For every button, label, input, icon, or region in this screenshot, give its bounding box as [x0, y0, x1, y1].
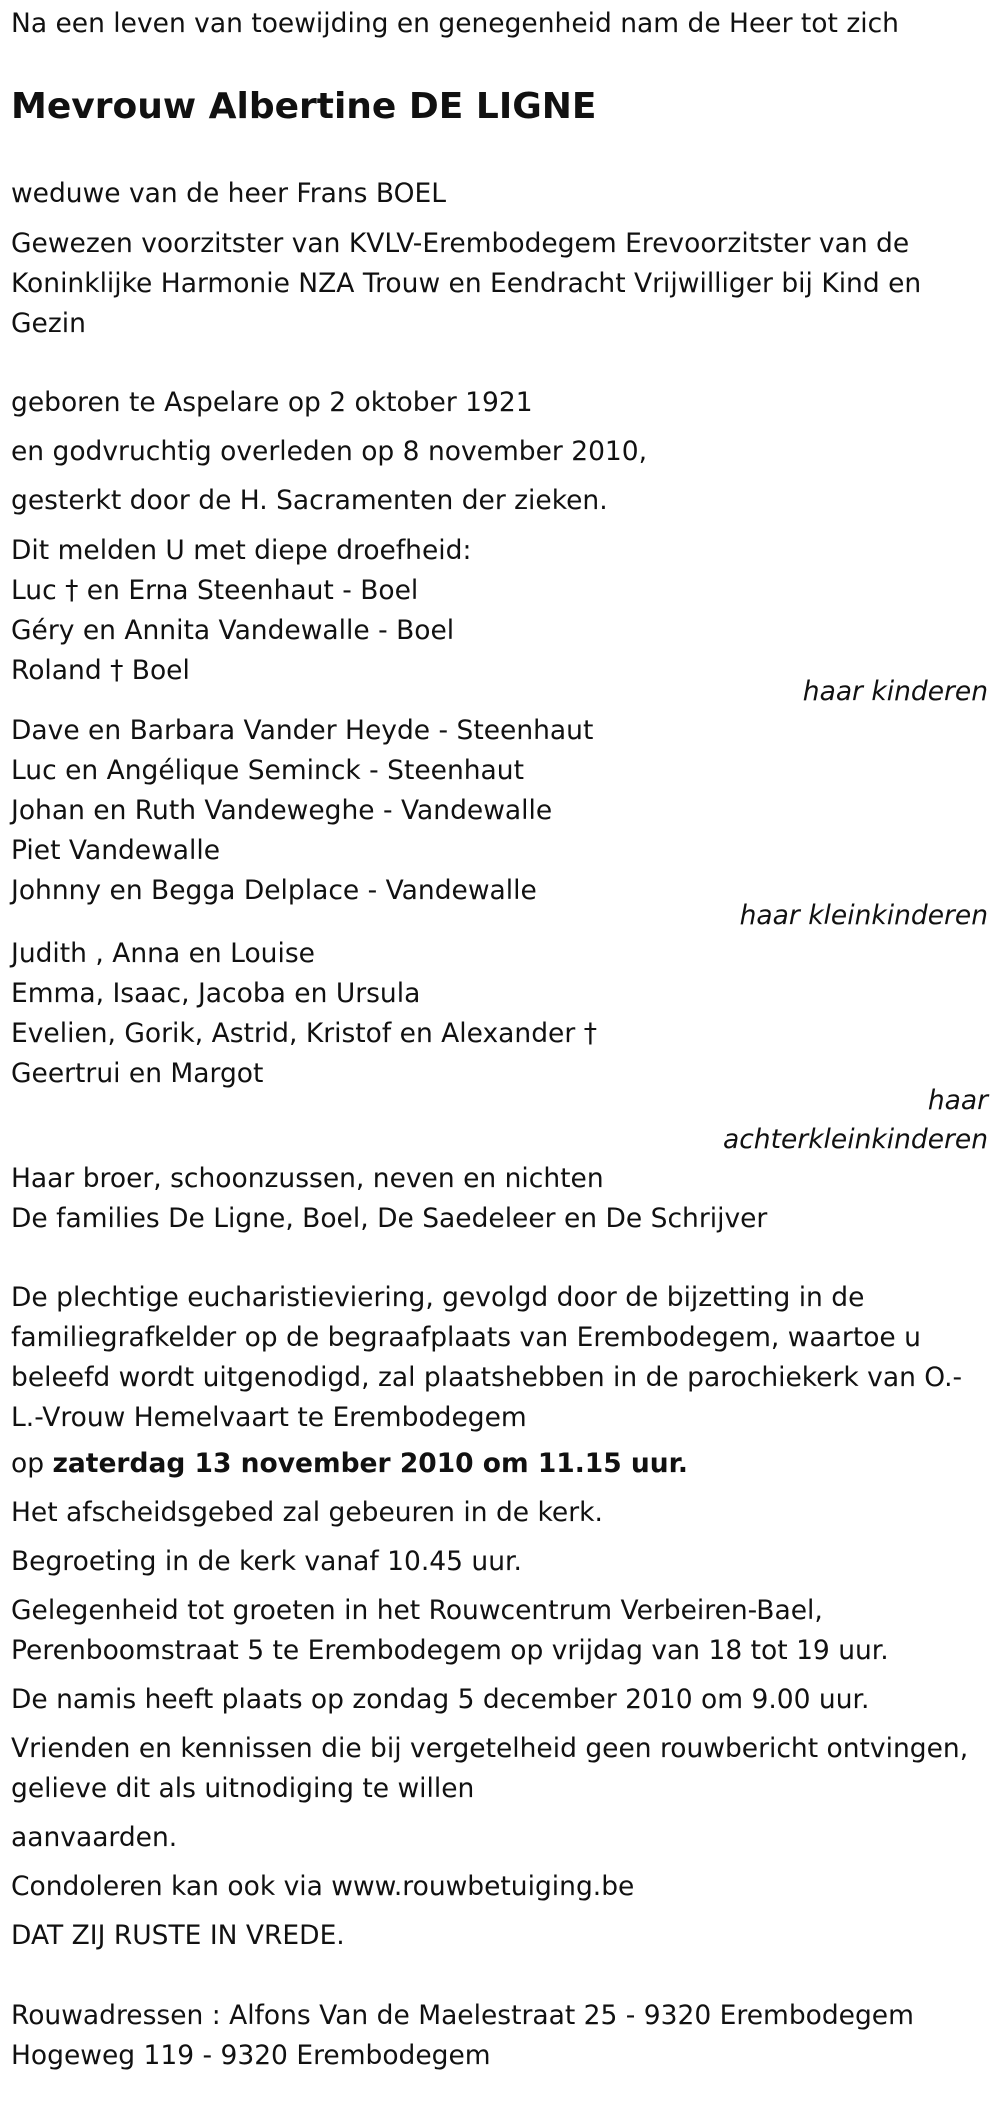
- intro-text: Na een leven van toewijding en genegenheid nam de Heer tot zich: [11, 8, 899, 39]
- great-grandchild-entry: Evelien, Gorik, Astrid, Kristof en Alexander †: [11, 1014, 989, 1054]
- great-grandchild-entry: Geertrui en Margot: [11, 1058, 264, 1089]
- deceased-name: Mevrouw Albertine DE LIGNE: [11, 86, 597, 127]
- roles-text: Gewezen voorzitster van KVLV-Erembodegem Erevoorzitster van de Koninklijke Harmonie NZA Trouw en Eendracht Vrijwilliger bij Kind en Gezin: [11, 228, 922, 339]
- great-grandchildren-section: [11, 934, 989, 1094]
- birth-text: geboren te Aspelare op 2 oktober 1921: [11, 387, 533, 418]
- sacraments-text: gesterkt door de H. Sacramenten der zieken.: [11, 485, 608, 516]
- death-text: en godvruchtig overleden op 8 november 2010,: [11, 436, 648, 467]
- great-grandchild-entry: Emma, Isaac, Jacoba en Ursula: [11, 978, 421, 1009]
- mourning-addresses: Rouwadressen : Alfons Van de Maelestraat 25 - 9320 Erembodegem Hogeweg 119 - 9320 Erembodegem: [11, 2000, 914, 2071]
- friends-text-end: aanvaarden.: [11, 1822, 178, 1853]
- widow-of: weduwe van de heer Frans BOEL: [11, 178, 446, 209]
- child-entry: Roland † Boel: [11, 651, 989, 691]
- farewell-text: Het afscheidsgebed zal gebeuren in de kerk.: [11, 1497, 603, 1528]
- condolences-text: Condoleren kan ook via www.rouwbetuiging.be: [11, 1871, 635, 1902]
- great-grandchildren-label-2: achterkleinkinderen: [723, 1124, 988, 1155]
- cross-icon: †: [583, 1018, 597, 1049]
- ceremony-date: op zaterdag 13 november 2010 om 11.15 uur.: [11, 1448, 688, 1479]
- funeral-home-greeting: Gelegenheid tot groeten in het Rouwcentrum Verbeiren-Bael, Perenboomstraat 5 te Erembodegem op vrijdag van 18 tot 19 uur.: [11, 1595, 889, 1666]
- great-grandchild-entry: Judith , Anna en Louise: [11, 938, 315, 969]
- ceremony-text: De plechtige eucharistieviering, gevolgd door de bijzetting in de familiegrafkelder op de begraafplaats van Erembodegem, waartoe u beleefd wordt uitgenodigd, zal plaatshebben in de parochiekerk van O.-L.-Vrouw Hemelvaart te Erembodegem: [11, 1282, 963, 1433]
- grandchild-entry: Piet Vandewalle: [11, 835, 221, 866]
- child-entry: Géry en Annita Vandewalle - Boel: [11, 615, 455, 646]
- grandchild-entry: Dave en Barbara Vander Heyde - Steenhaut: [11, 715, 594, 746]
- rip-text: DAT ZIJ RUSTE IN VREDE.: [11, 1920, 345, 1951]
- great-grandchildren-label-1: haar: [927, 1085, 988, 1116]
- children-section: [11, 531, 989, 691]
- grandchild-entry: Luc en Angélique Seminck - Steenhaut: [11, 755, 524, 786]
- grandchildren-label: haar kleinkinderen: [739, 900, 988, 931]
- friends-text: Vrienden en kennissen die bij vergetelheid geen rouwbericht ontvingen, gelieve dit als uitnodiging te willen: [11, 1733, 969, 1804]
- announce-text: Dit melden U met diepe droefheid:: [11, 535, 472, 566]
- church-greeting-text: Begroeting in de kerk vanaf 10.45 uur.: [11, 1546, 522, 1577]
- mass-text: De namis heeft plaats op zondag 5 december 2010 om 9.00 uur.: [11, 1684, 870, 1715]
- family-section: Haar broer, schoonzussen, neven en nichten De families De Ligne, Boel, De Saedeleer en De Schrijver: [11, 1163, 768, 1234]
- ceremony-date-bold: zaterdag 13 november 2010 om 11.15 uur.: [52, 1448, 688, 1479]
- grandchild-entry: Johnny en Begga Delplace - Vandewalle: [11, 875, 537, 906]
- grandchildren-section: [11, 711, 989, 911]
- children-label: haar kinderen: [802, 676, 988, 707]
- cross-icon: †: [65, 575, 79, 606]
- child-entry: Luc † en Erna Steenhaut - Boel: [11, 571, 989, 611]
- grandchild-entry: Johan en Ruth Vandeweghe - Vandewalle: [11, 795, 553, 826]
- cross-icon: †: [110, 655, 124, 686]
